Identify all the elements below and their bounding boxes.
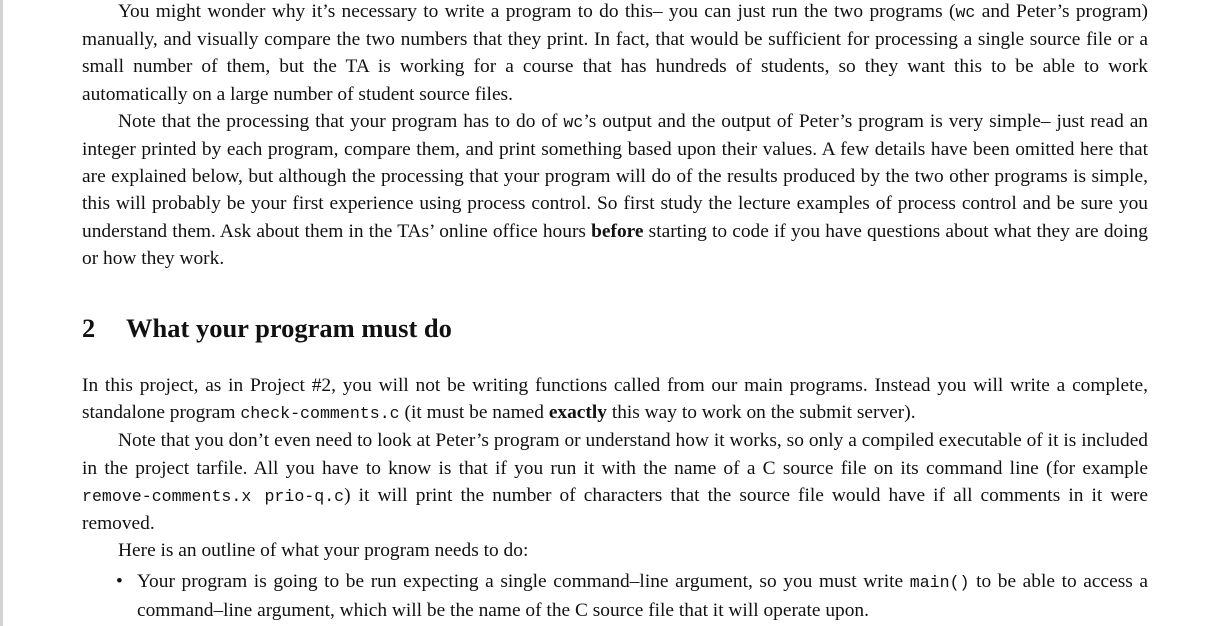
document-page bbox=[82, 0, 1148, 624]
paragraph-processing-note: Note that the processing that your program has to do of wc’s output and the output of Peter’s program is very simple– just read an integer printed by each program, compare them, and print something based upon their values. A few details have been omitted here that are explained below, but although the processing that your program will do of the results produced by the two other programs is simple, this will probably be your first experience using process control. So first study the lecture examples of process control and be sure you understand them. Ask about them in the TAs’ online office hours before starting to code if you have questions about what they are doing or how they work. bbox=[82, 110, 1148, 269]
bold-exactly: exactly bbox=[548, 402, 607, 424]
bullet-marker: • bbox=[116, 571, 123, 593]
code-wc: wc bbox=[563, 112, 584, 132]
code-wc: wc bbox=[955, 3, 976, 22]
section-title: What your program must do bbox=[126, 313, 452, 344]
code-command-example: remove-comments.x prio-q.c bbox=[82, 486, 345, 506]
paragraph-peters-program: Note that you don’t even need to look at Peter’s program or understand how it works, so only a compiled executable of it is included in the project tarfile. All you have to know is that if you run it with the name of a C source file on its command line (for example remove-comments.x prio-q.c) it will print the number of characters that the source file would have if all comments in it were removed. bbox=[82, 430, 1148, 535]
page-left-border bbox=[0, 0, 3, 626]
paragraph-standalone-program: In this project, as in Project #2, you will not be writing functions called from our main programs. Instead you will write a complete, standalone program check-comments.c (it must be named exactly this way to work on the submit server). bbox=[82, 375, 1148, 424]
paragraph-why-program: You might wonder why it’s necessary to write a program to do this– you can just run the two programs (wc and Peter’s program) manually, and visually compare the two numbers that they print. In fact, that would be sufficient for processing a single source file or a small number of them, but the TA is working for a course that has hundreds of students, so they want this to be able to work automatically on a large number of student source files. bbox=[82, 1, 1148, 105]
code-filename: check-comments.c bbox=[240, 404, 400, 424]
bold-before: before bbox=[591, 220, 644, 242]
section-heading bbox=[82, 312, 1148, 344]
list-item: • Your program is going to be run expecting a single command–line argument, so you must write main() to be able to access a command–line argument, which will be the name of the C source file that it will operate upon. bbox=[82, 568, 1148, 623]
section-number: 2 bbox=[82, 313, 96, 344]
code-main: main() bbox=[909, 573, 970, 593]
paragraph-outline-intro: Here is an outline of what your program needs to do: bbox=[118, 540, 529, 562]
outline-list bbox=[82, 568, 1148, 623]
